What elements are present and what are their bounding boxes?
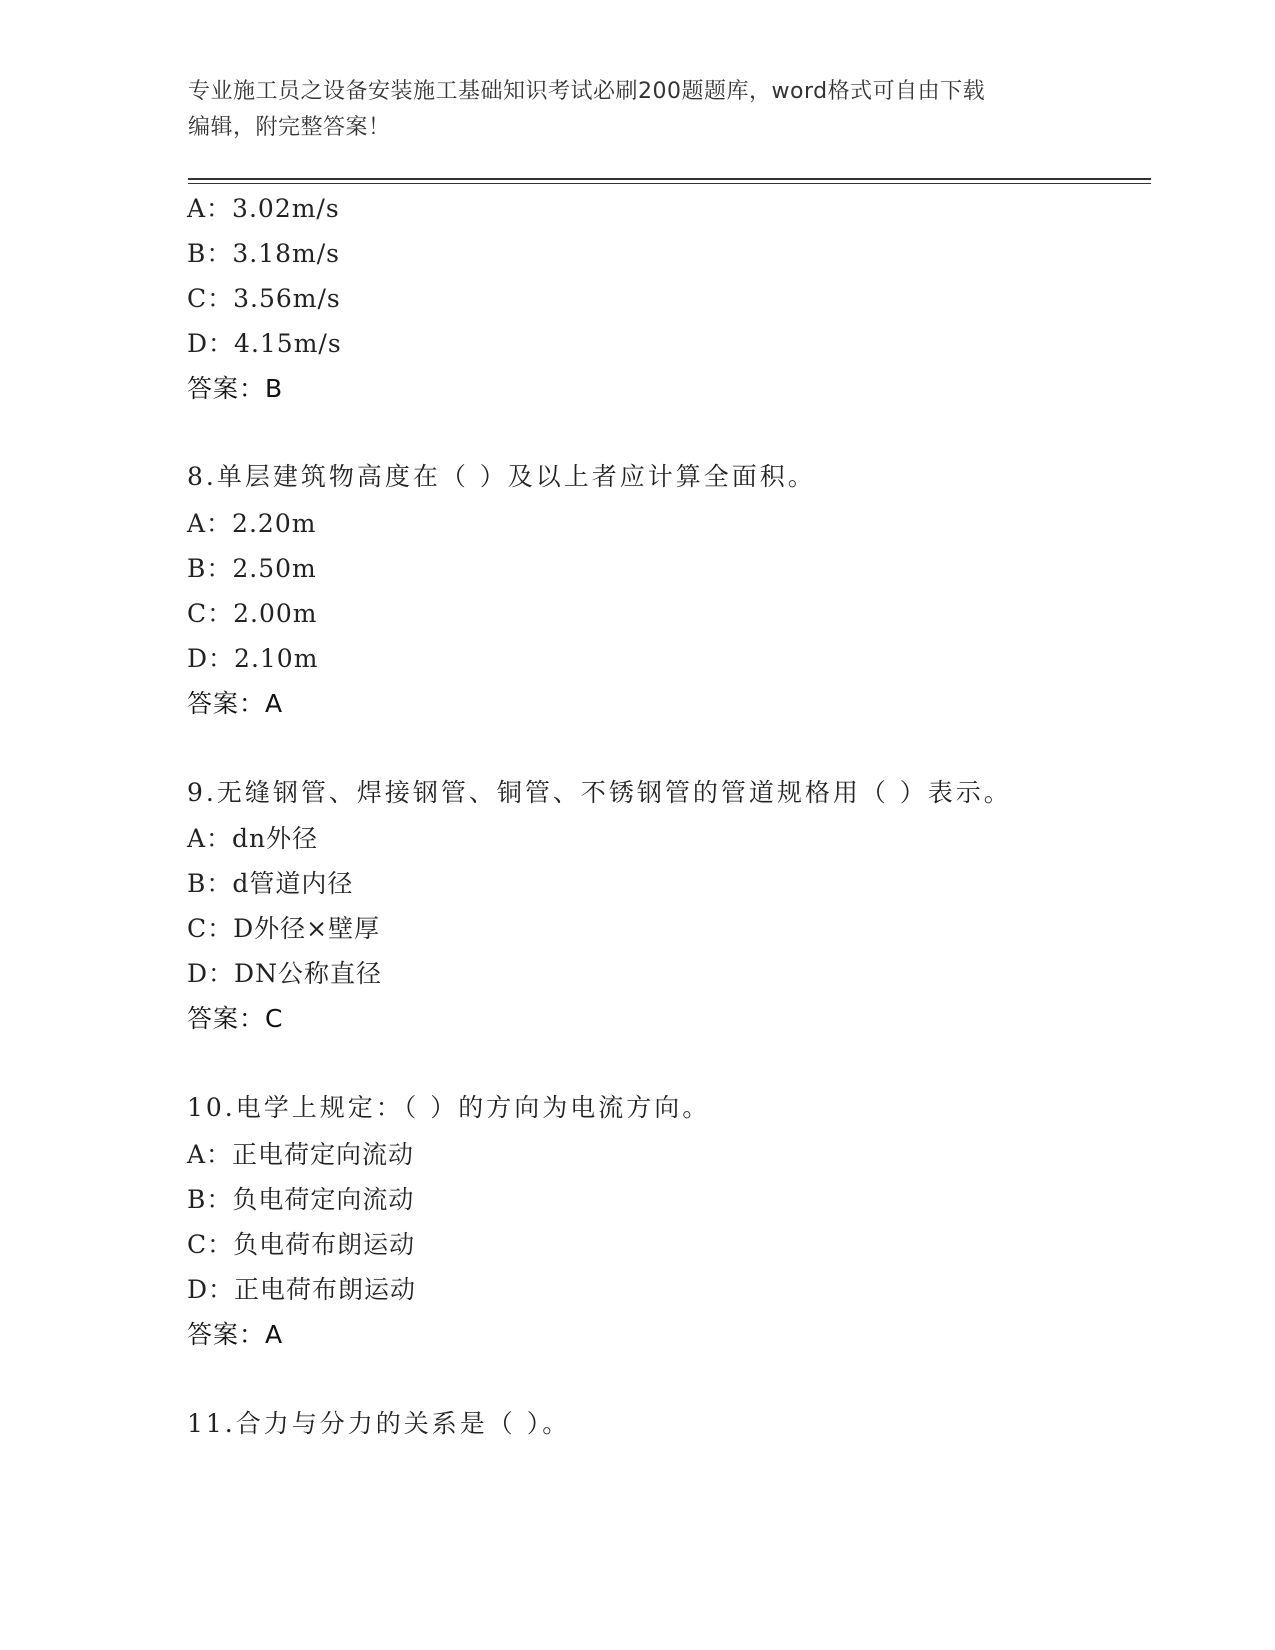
q8-option-c: C：2.00m <box>187 599 318 628</box>
q7-option-d: D：4.15m/s <box>187 329 342 358</box>
q9-option-c: C：D外径×壁厚 <box>187 914 381 943</box>
q10-option-a: A：正电荷定向流动 <box>187 1140 415 1169</box>
q9-question: 9.无缝钢管、焊接钢管、铜管、不锈钢管的管道规格用（ ）表示。 <box>187 778 1012 807</box>
header-line-2: 编辑，附完整答案！ <box>188 115 391 140</box>
header-divider-thick <box>188 178 1151 180</box>
header-divider-thin <box>188 183 1151 184</box>
q7-option-a: A：3.02m/s <box>187 194 340 223</box>
q10-option-b: B：负电荷定向流动 <box>187 1185 415 1214</box>
q8-option-d: D：2.10m <box>187 644 319 673</box>
q8-option-a: A：2.20m <box>187 509 317 538</box>
q11-question: 11.合力与分力的关系是（ ）。 <box>187 1409 571 1438</box>
q10-option-c: C：负电荷布朗运动 <box>187 1230 416 1259</box>
q9-option-d: D：DN公称直径 <box>187 959 382 988</box>
q9-option-b: B：d管道内径 <box>187 869 354 898</box>
q10-option-d: D：正电荷布朗运动 <box>187 1275 417 1304</box>
q10-answer: 答案：A <box>187 1320 284 1349</box>
q8-answer: 答案：A <box>187 689 284 718</box>
q10-question: 10.电学上规定：（ ）的方向为电流方向。 <box>187 1093 711 1122</box>
q8-question: 8.单层建筑物高度在（ ）及以上者应计算全面积。 <box>187 462 816 491</box>
q9-answer: 答案：C <box>187 1004 284 1033</box>
q7-answer: 答案：B <box>187 374 284 403</box>
q7-option-b: B：3.18m/s <box>187 239 340 268</box>
q7-option-c: C：3.56m/s <box>187 284 341 313</box>
q9-option-a: A：dn外径 <box>187 824 319 853</box>
q8-option-b: B：2.50m <box>187 554 317 583</box>
header-line-1: 专业施工员之设备安装施工基础知识考试必刷200题题库，word格式可自由下载 <box>188 79 986 104</box>
document-header <box>188 74 1088 146</box>
